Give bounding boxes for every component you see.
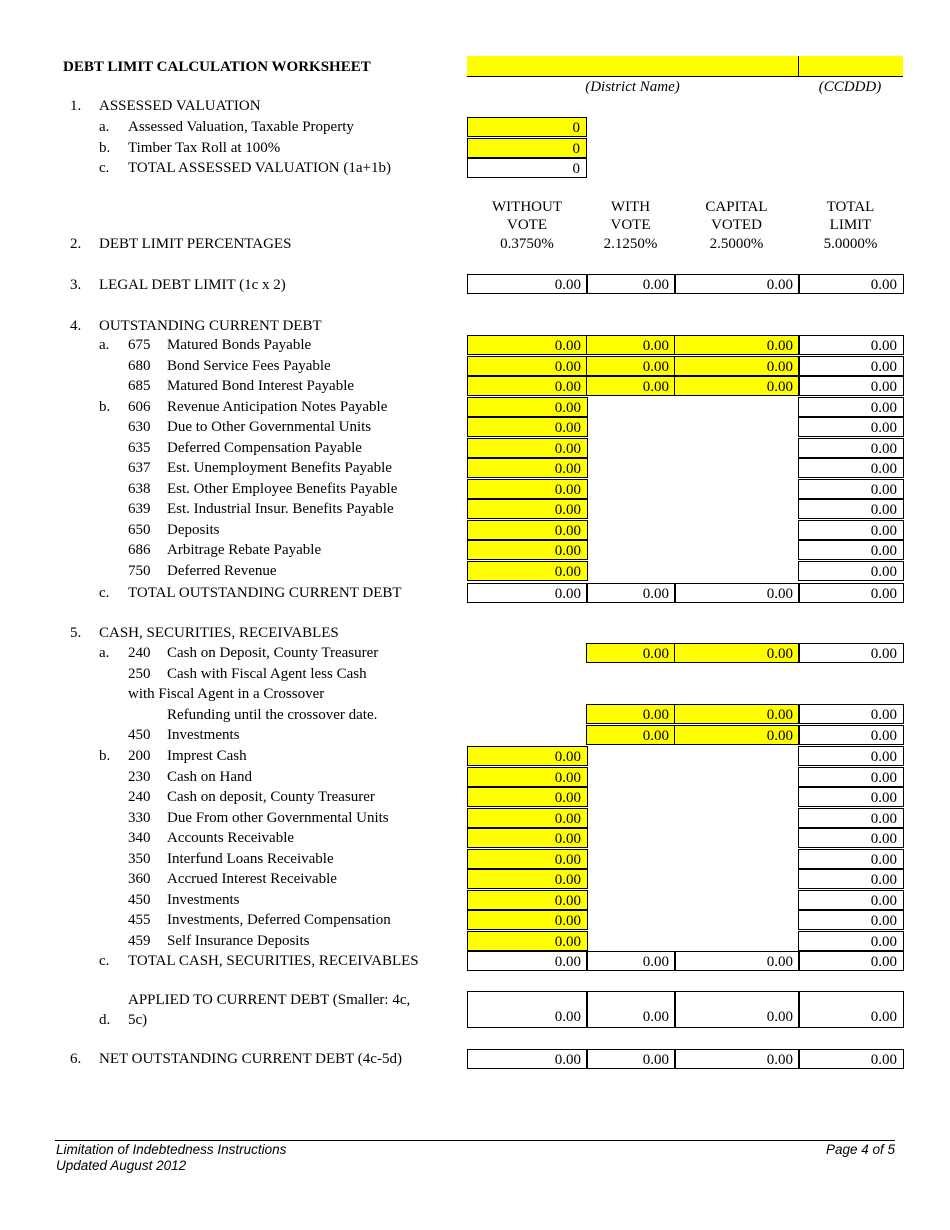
row-label: Matured Bond Interest Payable [167,378,355,394]
computed-cell: 0.00 [798,704,904,724]
input-cell[interactable]: 0.00 [467,397,588,417]
column-header-line1: WITH [610,199,651,215]
computed-cell: 0.00 [798,274,904,294]
account-code: 686 [128,542,151,558]
section-number: 6. [70,1051,82,1067]
section-heading: OUTSTANDING CURRENT DEBT [99,318,322,334]
row-label: Assessed Valuation, Taxable Property [128,119,354,135]
computed-cell: 0.00 [798,540,904,560]
row-label: Deferred Compensation Payable [167,439,362,456]
row-letter: b. [99,398,111,415]
row-label: Due to Other Governmental Units [167,419,372,435]
row-label: Arbitrage Rebate Payable [167,542,322,558]
account-code: 230 [128,768,151,785]
input-cell[interactable]: 0.00 [674,356,800,376]
computed-cell: 0.00 [798,746,904,766]
input-cell[interactable]: 0.00 [467,458,588,478]
section-number: 4. [70,318,82,334]
section-heading: CASH, SECURITIES, RECEIVABLES [99,625,339,641]
row-letter: c. [99,585,110,601]
row-letter: b. [99,139,111,156]
input-cell[interactable]: 0.00 [467,479,588,499]
row-letter: c. [99,160,110,176]
debt-limit-percentage: 0.3750% [500,236,554,252]
row-label: Due From other Governmental Units [167,809,389,826]
input-cell[interactable]: 0.00 [586,376,676,396]
row-label: Est. Unemployment Benefits Payable [167,460,392,476]
row-label: Self Insurance Deposits [167,932,310,949]
footer-doc-title: Limitation of Indebtedness Instructions [56,1142,287,1157]
computed-cell: 0.00 [467,951,588,971]
district-code-input[interactable] [798,56,903,77]
computed-cell: 0.00 [467,991,588,1028]
computed-cell: 0.00 [798,931,904,951]
input-cell[interactable]: 0.00 [586,704,676,724]
computed-cell: 0.00 [467,1049,588,1069]
computed-cell: 0.00 [798,808,904,828]
row-label: Est. Industrial Insur. Benefits Payable [167,501,394,517]
computed-cell: 0.00 [798,356,904,376]
row-label: Cash on deposit, County Treasurer [167,789,375,805]
section-number: 1. [70,98,82,114]
row-label: TOTAL CASH, SECURITIES, RECEIVABLES [128,953,419,969]
input-cell[interactable]: 0.00 [674,725,800,745]
input-cell[interactable]: 0.00 [467,540,588,560]
input-cell[interactable]: 0.00 [467,438,588,458]
computed-cell: 0.00 [798,499,904,519]
input-cell[interactable]: 0.00 [467,931,588,951]
row-label: Cash on Hand [167,768,252,785]
account-code: 459 [128,932,151,949]
column-header-line1: TOTAL [826,199,875,215]
row-letter: c. [99,953,110,969]
input-cell[interactable]: 0.00 [467,746,588,766]
computed-cell: 0.00 [798,479,904,499]
computed-cell: 0.00 [798,1049,904,1069]
footer-updated: Updated August 2012 [56,1158,187,1173]
input-cell[interactable]: 0.00 [467,499,588,519]
input-cell[interactable]: 0.00 [674,335,800,355]
debt-limit-percentage: 5.0000% [823,236,878,252]
computed-cell: 0.00 [798,561,904,581]
account-code: 606 [128,398,151,415]
input-cell[interactable]: 0.00 [674,376,800,396]
account-code: 450 [128,891,151,908]
computed-cell: 0.00 [467,583,588,603]
computed-cell: 0.00 [798,376,904,396]
computed-cell: 0.00 [798,520,904,540]
account-code: 639 [128,501,151,517]
footer-divider [55,1140,895,1141]
input-cell[interactable]: 0.00 [467,869,588,889]
row-letter: a. [99,645,110,661]
account-code: 638 [128,480,151,497]
account-code: 685 [128,378,151,394]
row-letter: a. [99,119,110,135]
computed-cell: 0.00 [798,335,904,355]
row-label-line2: with Fiscal Agent in a Crossover [128,686,325,702]
account-code: 340 [128,830,151,846]
computed-cell: 0.00 [798,417,904,437]
input-cell[interactable]: 0.00 [586,643,676,663]
input-cell[interactable]: 0.00 [467,849,588,869]
computed-cell: 0 [467,158,587,178]
computed-cell: 0.00 [798,438,904,458]
computed-cell: 0.00 [798,991,904,1028]
computed-cell: 0.00 [798,458,904,478]
account-code: 750 [128,562,151,579]
account-code: 250 [128,666,151,682]
input-cell[interactable]: 0.00 [467,787,588,807]
computed-cell: 0.00 [798,849,904,869]
row-label: Accounts Receivable [167,830,295,846]
account-code: 200 [128,748,151,764]
row-label: Revenue Anticipation Notes Payable [167,398,388,415]
account-code: 675 [128,337,151,353]
column-header-line2: LIMIT [829,217,872,233]
computed-cell: 0.00 [798,951,904,971]
input-cell[interactable]: 0.00 [467,828,588,848]
row-label: Est. Other Employee Benefits Payable [167,480,398,497]
computed-cell: 0.00 [798,767,904,787]
computed-cell: 0.00 [798,910,904,930]
computed-cell: 0.00 [586,1049,676,1069]
district-name-label: (District Name) [585,79,680,95]
account-code: 360 [128,871,151,887]
row-label: Investments, Deferred Compensation [167,912,391,928]
column-header-line1: CAPITAL [705,199,768,215]
section-number: 3. [70,277,82,293]
input-cell[interactable]: 0.00 [467,561,588,581]
row-label: Matured Bonds Payable [167,337,312,353]
row-label: Imprest Cash [167,748,247,764]
input-cell[interactable]: 0.00 [674,643,800,663]
computed-cell: 0.00 [798,828,904,848]
computed-cell: 0.00 [798,787,904,807]
section-heading: NET OUTSTANDING CURRENT DEBT (4c-5d) [99,1051,402,1067]
row-label: Accrued Interest Receivable [167,871,337,887]
row-label-line3: Refunding until the crossover date. [167,707,378,723]
debt-limit-percentage: 2.5000% [709,236,764,252]
computed-cell: 0.00 [674,951,800,971]
column-header-line2: VOTED [711,217,762,233]
input-cell[interactable]: 0 [467,117,587,137]
input-cell[interactable]: 0.00 [467,376,588,396]
account-code: 240 [128,789,151,805]
computed-cell: 0.00 [586,583,676,603]
computed-cell: 0.00 [467,274,588,294]
section-heading: DEBT LIMIT PERCENTAGES [99,236,292,252]
input-cell[interactable]: 0.00 [467,417,588,437]
computed-cell: 0.00 [674,274,800,294]
section-heading: ASSESSED VALUATION [99,98,261,114]
row-label: TOTAL OUTSTANDING CURRENT DEBT [128,585,402,601]
account-code: 350 [128,850,151,867]
computed-cell: 0.00 [798,397,904,417]
row-label: Investments [167,727,240,743]
section-number: 2. [70,236,82,252]
section-heading: LEGAL DEBT LIMIT (1c x 2) [99,277,286,293]
computed-cell: 0.00 [798,643,904,663]
row-label: Timber Tax Roll at 100% [128,139,281,156]
input-cell[interactable]: 0.00 [586,356,676,376]
column-header-line1: WITHOUT [492,199,562,215]
column-header-line2: VOTE [610,217,651,233]
input-cell[interactable]: 0.00 [467,356,588,376]
page-title: DEBT LIMIT CALCULATION WORKSHEET [63,59,371,75]
footer-page-number: Page 4 of 5 [825,1142,895,1157]
account-code: 637 [128,460,151,476]
input-cell[interactable]: 0 [467,138,587,158]
input-cell[interactable]: 0.00 [586,335,676,355]
input-cell[interactable]: 0.00 [467,808,588,828]
input-cell[interactable]: 0.00 [467,767,588,787]
input-cell[interactable]: 0.00 [467,890,588,910]
account-code: 650 [128,521,151,538]
computed-cell: 0.00 [798,583,904,603]
computed-cell: 0.00 [586,991,676,1028]
row-label: Deferred Revenue [167,562,277,579]
district-name-input[interactable] [467,56,798,77]
computed-cell: 0.00 [586,274,676,294]
section-number: 5. [70,625,82,641]
debt-limit-percentage: 2.1250% [603,236,658,252]
district-code-label: (CCDDD) [818,79,882,95]
account-code: 330 [128,809,151,826]
applied-letter: d. [99,1012,111,1028]
account-code: 455 [128,912,151,928]
computed-cell: 0.00 [798,725,904,745]
row-letter: b. [99,748,111,764]
input-cell[interactable]: 0.00 [467,335,588,355]
input-cell[interactable]: 0.00 [586,725,676,745]
applied-label-line1: APPLIED TO CURRENT DEBT (Smaller: 4c, [128,992,411,1008]
computed-cell: 0.00 [674,583,800,603]
account-code: 680 [128,357,151,374]
row-label: Cash with Fiscal Agent less Cash [167,666,367,682]
row-letter: a. [99,337,110,353]
computed-cell: 0.00 [674,1049,800,1069]
row-label: Bond Service Fees Payable [167,357,331,374]
input-cell[interactable]: 0.00 [467,520,588,540]
input-cell[interactable]: 0.00 [674,704,800,724]
input-cell[interactable]: 0.00 [467,910,588,930]
row-label: Deposits [167,521,220,538]
computed-cell: 0.00 [798,890,904,910]
account-code: 635 [128,439,151,456]
account-code: 450 [128,727,151,743]
row-label: Interfund Loans Receivable [167,850,334,867]
column-header-line2: VOTE [507,217,547,233]
row-label: TOTAL ASSESSED VALUATION (1a+1b) [128,160,391,176]
row-label: Investments [167,891,240,908]
row-label: Cash on Deposit, County Treasurer [167,645,379,661]
applied-label-line2: 5c) [128,1012,148,1028]
computed-cell: 0.00 [586,951,676,971]
account-code: 630 [128,419,151,435]
account-code: 240 [128,645,151,661]
computed-cell: 0.00 [798,869,904,889]
computed-cell: 0.00 [674,991,800,1028]
